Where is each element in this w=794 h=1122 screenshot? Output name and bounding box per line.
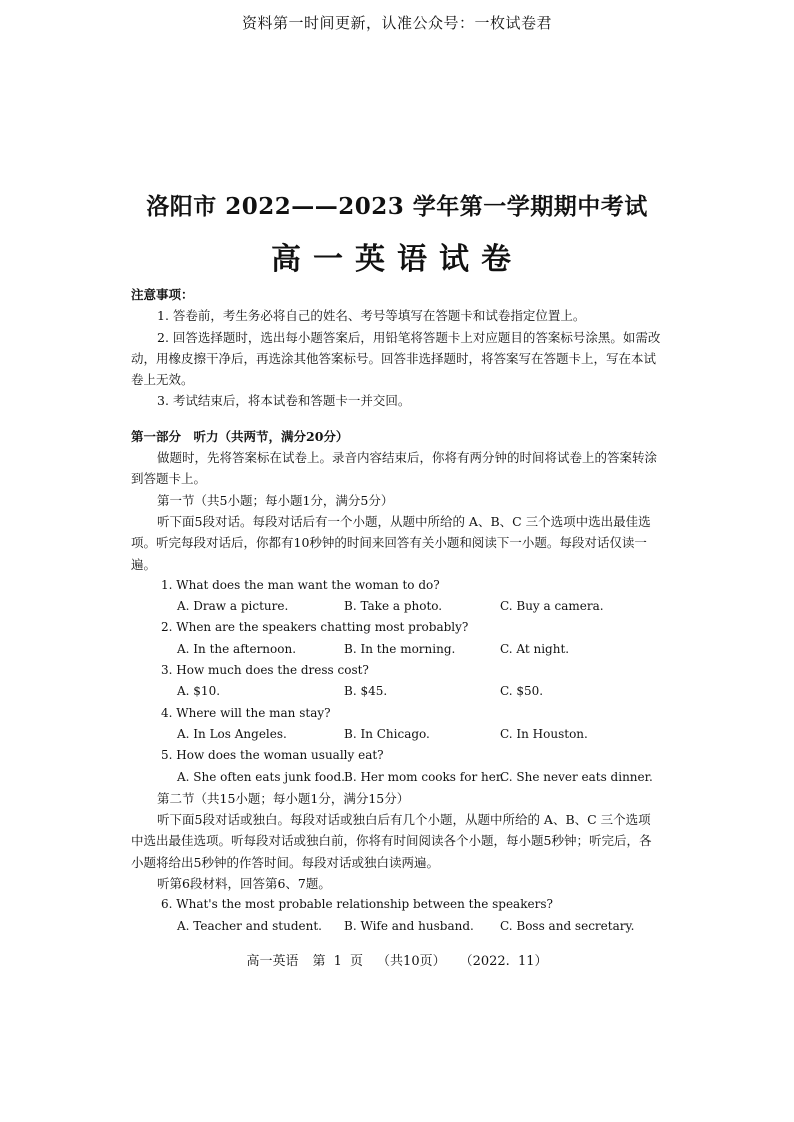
option-c: C. $50. bbox=[500, 684, 544, 699]
question-options bbox=[131, 596, 663, 617]
page-footer bbox=[0, 950, 794, 969]
notice-item: 2. 回答选择题时，选出每小题答案后，用铅笔将答题卡上对应题目的答案标号涂黑。如需改动，用橡皮擦干净后，再选涂其他答案标号。回答非选择题时，将答案写在答题卡上，写在本试卷上无效。 bbox=[131, 329, 661, 388]
option-b: B. Her mom cooks for her. bbox=[344, 769, 505, 784]
section2-instructions: 听下面5段对话或独白。每段对话或独白后有几个小题，从题中所给的 A、B、C 三个选项中选出最佳选项。听每段对话或独白前，你将有时间阅读各个小题，每小题5秒钟；听完后，各小题将给出5秒钟的作答时间。每段对话或独白读两遍。 bbox=[131, 812, 652, 870]
footer-page-number: 第 1 页 bbox=[312, 954, 364, 969]
option-c: C. At night. bbox=[500, 641, 570, 656]
notice-item: 3. 考试结束后，将本试卷和答题卡一并交回。 bbox=[157, 393, 411, 409]
option-a: A. In the afternoon. bbox=[177, 641, 297, 656]
option-b: B. Wife and husband. bbox=[344, 918, 474, 933]
option-c: C. She never eats dinner. bbox=[500, 769, 653, 784]
material-note: 听第6段材料，回答第6、7题。 bbox=[157, 876, 331, 892]
section2-heading: 第二节（共15小题；每小题1分，满分15分） bbox=[157, 790, 410, 806]
question-options bbox=[131, 724, 663, 745]
question-text: 3. How much does the dress cost? bbox=[161, 663, 369, 678]
option-b: B. Take a photo. bbox=[344, 599, 443, 614]
option-b: B. In Chicago. bbox=[344, 726, 430, 741]
exam-content bbox=[131, 284, 663, 937]
exam-subtitle: 高一英语试卷 bbox=[271, 242, 523, 277]
question-text: 5. How does the woman usually eat? bbox=[161, 748, 384, 763]
option-c: C. Boss and secretary. bbox=[500, 918, 635, 933]
option-c: C. Buy a camera. bbox=[500, 599, 604, 614]
option-a: A. $10. bbox=[177, 684, 221, 699]
notice-item: 1. 答卷前，考生务必将自己的姓名、考号等填写在答题卡和试卷指定位置上。 bbox=[157, 308, 586, 324]
footer-total-pages: （共10页） bbox=[377, 954, 446, 969]
watermark-text: 资料第一时间更新，认准公众号：一枚试卷君 bbox=[241, 14, 552, 32]
footer-date: （2022. 11） bbox=[459, 954, 548, 969]
option-b: B. $45. bbox=[344, 684, 388, 699]
question-options bbox=[131, 916, 663, 937]
footer-subject: 高一英语 bbox=[246, 954, 299, 969]
section1-heading: 第一节（共5小题；每小题1分，满分5分） bbox=[157, 492, 394, 508]
option-a: A. Teacher and student. bbox=[177, 918, 322, 933]
option-c: C. In Houston. bbox=[500, 726, 588, 741]
part1-intro: 做题时，先将答案标在试卷上。录音内容结束后，你将有两分钟的时间将试卷上的答案转涂到答题卡上。 bbox=[131, 450, 658, 487]
section1-instructions: 听下面5段对话。每段对话后有一个小题，从题中所给的 A、B、C 三个选项中选出最佳选项。听完每段对话后，你都有10秒钟的时间来回答有关小题和阅读下一小题。每段对话仅读一遍。 bbox=[131, 513, 651, 572]
question-options bbox=[131, 681, 663, 702]
question-options bbox=[131, 767, 663, 788]
option-a: A. In Los Angeles. bbox=[177, 726, 287, 741]
question-text: 4. Where will the man stay? bbox=[161, 705, 331, 720]
option-b: B. In the morning. bbox=[344, 641, 456, 656]
notice-heading: 注意事项： bbox=[131, 287, 194, 302]
question-text: 2. When are the speakers chatting most probably? bbox=[161, 620, 469, 635]
question-options bbox=[131, 639, 663, 660]
option-a: A. She often eats junk food. bbox=[177, 769, 345, 784]
exam-title: 洛阳市 2022——2023 学年第一学期期中考试 bbox=[146, 193, 648, 220]
part1-heading: 第一部分 听力（共两节，满分20分） bbox=[131, 428, 349, 444]
option-a: A. Draw a picture. bbox=[177, 599, 289, 614]
question-text: 1. What does the man want the woman to do? bbox=[161, 577, 440, 592]
question-text: 6. What's the most probable relationship between the speakers? bbox=[161, 897, 553, 912]
